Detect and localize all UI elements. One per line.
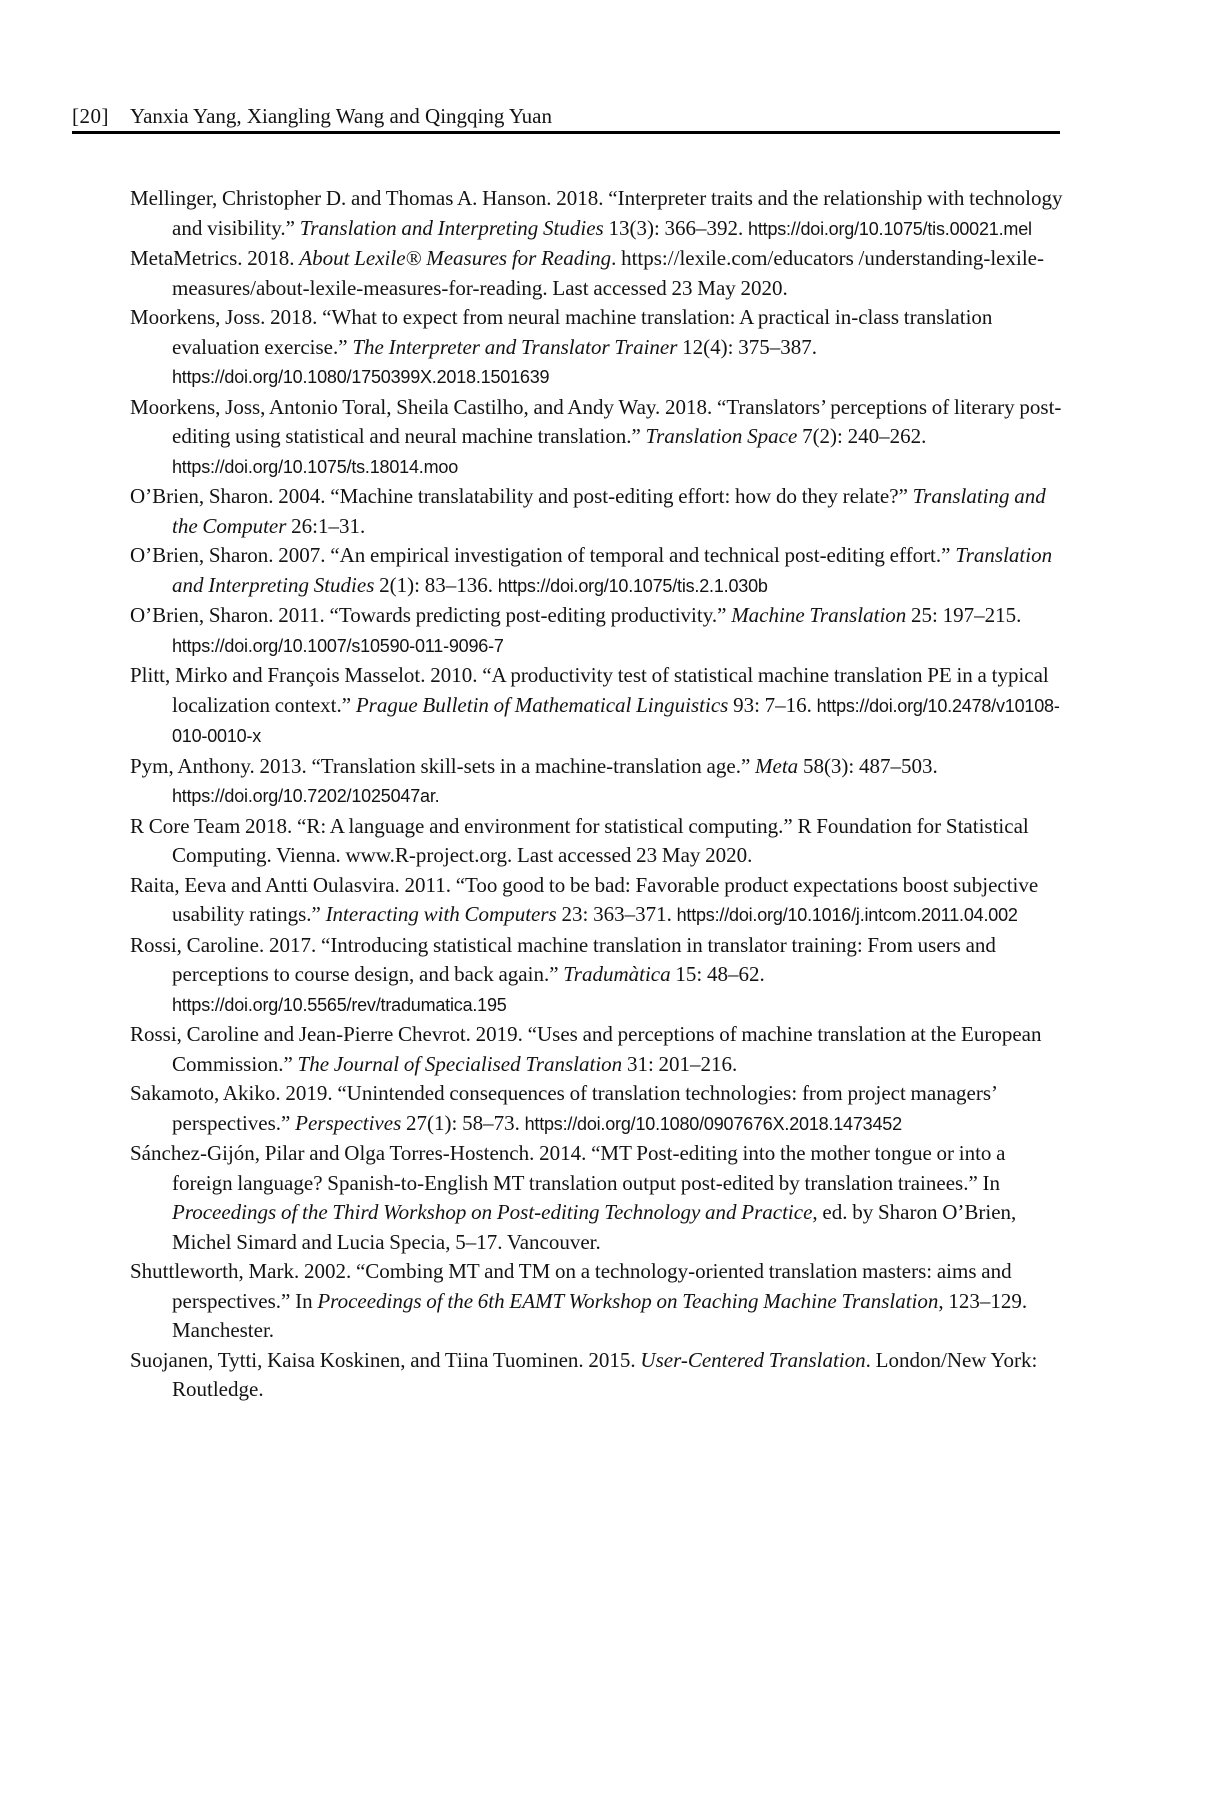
doi-link: https://doi.org/10.1075/tis.00021.mel	[748, 218, 1032, 239]
reference-text: 58(3): 487–503.	[798, 753, 938, 778]
work-title: About Lexile® Measures for Reading	[299, 246, 612, 270]
running-head: Yanxia Yang, Xiangling Wang and Qingqing Yuan	[130, 104, 552, 128]
doi-link: https://doi.org/10.1007/s10590-011-9096-7	[172, 635, 504, 656]
work-title: Translation and Interpreting Studies	[299, 215, 604, 240]
doi-link: https://doi.org/10.5565/rev/tradumatica.195	[172, 994, 507, 1015]
reference-entry	[130, 812, 1065, 871]
reference-text: 12(4): 375–387.	[677, 334, 817, 359]
reference-entry	[130, 303, 1065, 393]
reference-text: O’Brien, Sharon. 2004. “Machine translatability and post-editing effort: how do they relate?”	[130, 484, 913, 508]
reference-text: 7(2): 240–262.	[797, 424, 927, 448]
reference-text: Suojanen, Tytti, Kaisa Koskinen, and Tiina Tuominen. 2015.	[130, 1347, 641, 1372]
work-title: The Journal of Specialised Translation	[297, 1051, 623, 1076]
reference-entry	[130, 393, 1065, 483]
reference-list	[130, 184, 1065, 1405]
reference-entry	[130, 931, 1065, 1021]
header-rule	[72, 131, 1060, 134]
work-title: Translating and the Computer	[172, 484, 1046, 538]
reference-entry	[130, 752, 1065, 812]
reference-text: Rossi, Caroline. 2017. “Introducing statistical machine translation in translator training: From users and perceptions to course design, and back again.”	[130, 932, 996, 986]
reference-entry	[130, 482, 1065, 541]
reference-entry	[130, 661, 1065, 752]
reference-text: MetaMetrics. 2018.	[130, 246, 300, 270]
reference-text: Raita, Eeva and Antti Oulasvira. 2011. “Too good to be bad: Favorable product expectations boost subjective usability ratings.”	[130, 872, 1039, 926]
reference-text: 13(3): 366–392.	[603, 215, 749, 240]
reference-text: Sánchez-Gijón, Pilar and Olga Torres-Hostench. 2014. “MT Post-editing into the mother tongue or into a foreign language? Spanish-to-English MT translation output post-edited by translation trainees.” In	[130, 1141, 1006, 1195]
reference-text: Moorkens, Joss. 2018. “What to expect from neural machine translation: A practical in-class translation evaluation exercise.”	[130, 305, 993, 359]
doi-link: https://doi.org/10.1075/ts.18014.moo	[172, 456, 459, 477]
reference-text: R Core Team 2018. “R: A language and environment for statistical computing.” R Foundation for Statistical Computing. Vienna. www.R-project.org. Last accessed 23 May 2020.	[130, 813, 1029, 867]
reference-text: . https://lexile.com/educators /understanding-lexile-measures/about-lexile-measures-for-reading. Last accessed 23 May 2020.	[172, 246, 1044, 300]
work-title: The Interpreter and Translator Trainer	[352, 334, 678, 359]
doi-link: https://doi.org/10.2478/v10108-010-0010-x	[172, 695, 1060, 746]
doi-link: https://doi.org/10.1080/1750399X.2018.1501639	[172, 367, 550, 387]
reference-text: 26:1–31.	[286, 513, 366, 538]
page-number: [20]	[72, 104, 109, 128]
reference-text: 25: 197–215.	[906, 603, 1022, 627]
doi-link: https://doi.org/10.1075/tis.2.1.030b	[497, 575, 768, 596]
reference-text: 93: 7–16.	[728, 692, 817, 717]
work-title: Machine Translation	[731, 603, 907, 627]
reference-text: Rossi, Caroline and Jean-Pierre Chevrot. 2019. “Uses and perceptions of machine translation at the European Commission.”	[130, 1022, 1042, 1076]
work-title: Prague Bulletin of Mathematical Linguistics	[355, 692, 729, 717]
reference-text: O’Brien, Sharon. 2011. “Towards predicting post-editing productivity.”	[130, 603, 732, 627]
reference-text: . London/New York: Routledge.	[172, 1347, 1038, 1401]
doi-link: https://doi.org/10.1080/0907676X.2018.1473452	[524, 1113, 902, 1134]
work-title: Proceedings of the 6th EAMT Workshop on Teaching Machine Translation	[317, 1288, 939, 1313]
doi-link: https://doi.org/10.1016/j.intcom.2011.04.002	[676, 905, 1018, 925]
page-header	[72, 103, 1060, 129]
reference-entry	[130, 1079, 1065, 1139]
reference-entry	[130, 871, 1065, 931]
reference-text: Moorkens, Joss, Antonio Toral, Sheila Castilho, and Andy Way. 2018. “Translators’ perceptions of literary post-editing using statistical and neural machine translation.”	[130, 394, 1062, 448]
work-title: Translation and Interpreting Studies	[172, 543, 1053, 597]
work-title: Perspectives	[295, 1110, 402, 1135]
reference-text: , 123–129. Manchester.	[172, 1288, 1028, 1342]
reference-entry	[130, 1020, 1065, 1079]
reference-entry	[130, 184, 1065, 244]
reference-text: , ed. by Sharon O’Brien, Michel Simard and Lucia Specia, 5–17. Vancouver.	[172, 1200, 1017, 1254]
reference-text: 2(1): 83–136.	[374, 572, 498, 597]
work-title: Meta	[755, 753, 799, 778]
reference-text: 15: 48–62.	[670, 962, 765, 986]
reference-text: 23: 363–371.	[556, 902, 677, 926]
work-title: Proceedings of the Third Workshop on Post-editing Technology and Practice	[172, 1200, 813, 1224]
reference-entry	[130, 1139, 1065, 1257]
doi-link: https://doi.org/10.7202/1025047ar.	[172, 786, 440, 806]
work-title: User-Centered Translation	[640, 1347, 866, 1372]
reference-text: Mellinger, Christopher D. and Thomas A. Hanson. 2018. “Interpreter traits and the relationship with technology and visibility.”	[130, 186, 1063, 240]
reference-text: Sakamoto, Akiko. 2019. “Unintended consequences of translation technologies: from project managers’ perspectives.”	[130, 1081, 997, 1135]
reference-text: Plitt, Mirko and François Masselot. 2010. “A productivity test of statistical machine translation PE in a typical localization context.”	[130, 663, 1049, 717]
reference-entry	[130, 1257, 1065, 1346]
reference-entry	[130, 1346, 1065, 1405]
work-title: Interacting with Computers	[325, 902, 557, 926]
reference-entry	[130, 244, 1065, 303]
reference-text: 27(1): 58–73.	[401, 1110, 525, 1135]
reference-text: O’Brien, Sharon. 2007. “An empirical investigation of temporal and technical post-editing effort.”	[130, 543, 956, 567]
work-title: Translation Space	[645, 424, 798, 448]
work-title: Tradumàtica	[563, 962, 671, 986]
reference-text: 31: 201–216.	[622, 1051, 738, 1076]
reference-entry	[130, 541, 1065, 601]
reference-entry	[130, 601, 1065, 661]
reference-text: Pym, Anthony. 2013. “Translation skill-sets in a machine-translation age.”	[130, 753, 756, 778]
reference-text: Shuttleworth, Mark. 2002. “Combing MT and TM on a technology-oriented translation masters: aims and perspectives.” In	[130, 1259, 1012, 1313]
